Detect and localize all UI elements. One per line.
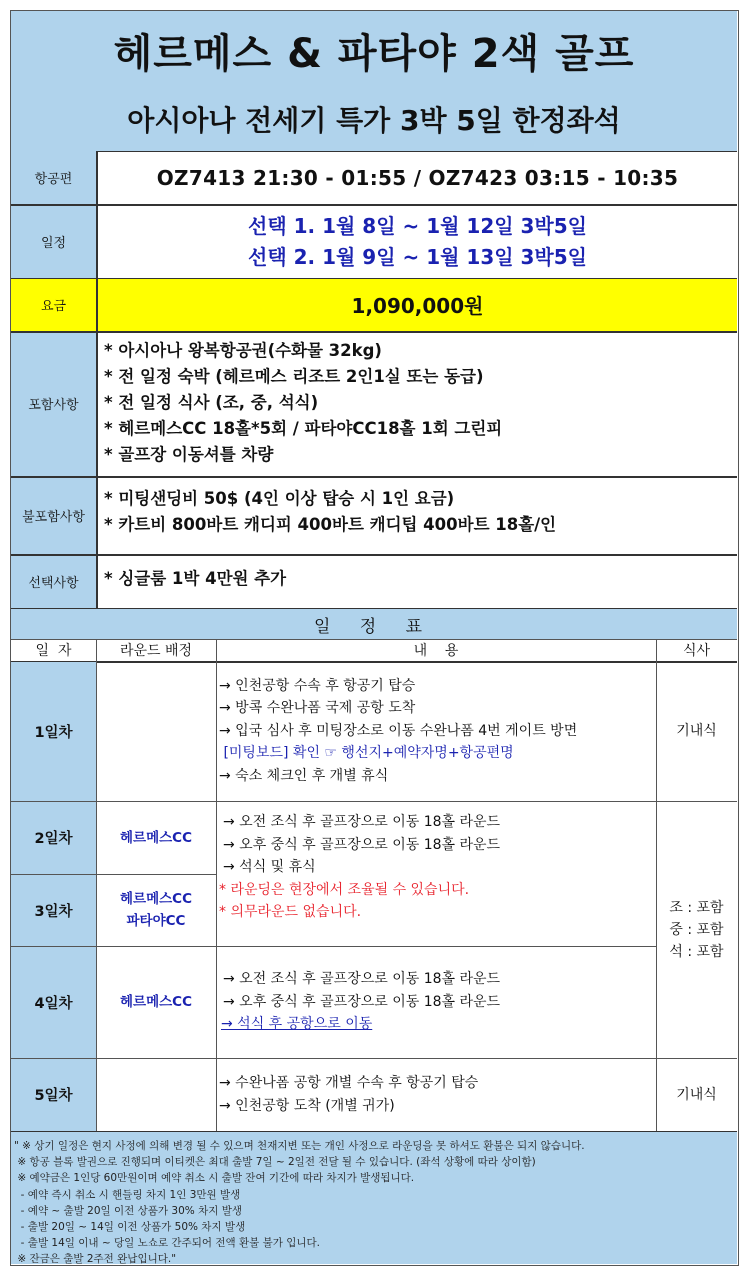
meal-dinner: 석 : 포함 <box>669 943 724 960</box>
terms-notes <box>11 1132 737 1264</box>
round-course: 헤르메스CC <box>120 891 192 907</box>
day-4-round: 헤르메스CC <box>120 994 192 1010</box>
flight-label: 항공편 <box>34 172 73 187</box>
included-item: * 아시아나 왕복항공권(수화물 32kg) <box>104 341 382 360</box>
day-4-label: 4일차 <box>34 995 73 1012</box>
airport-transfer-note: → 석식 후 공항으로 이동 <box>221 1016 373 1033</box>
note-line: - 예약 즉시 취소 시 핸들링 차지 1인 3만원 발생 <box>14 1188 241 1201</box>
content-line: → 인천공항 수속 후 항공기 탑승 <box>219 677 416 694</box>
schedule-option-1: 선택 1. 1월 8일 ~ 1월 12일 3박5일 <box>248 214 587 238</box>
excluded-item: * 미팅샌딩비 50$ (4인 이상 탑승 시 1인 요금) <box>104 489 455 508</box>
price-value: 1,090,000원 <box>351 294 484 318</box>
days-2-4-meal <box>656 801 737 1058</box>
optional-label: 선택사항 <box>28 575 79 591</box>
included-item: * 골프장 이동셔틀 차량 <box>104 445 274 464</box>
day-5-label: 5일차 <box>34 1088 73 1104</box>
flight-value: OZ7413 21:30 - 01:55 / OZ7423 03:15 - 10:35 <box>98 152 737 204</box>
meal-lunch: 중 : 포함 <box>669 921 724 938</box>
excluded-item: * 카트비 800바트 캐디피 400바트 캐디팁 400바트 18홀/인 <box>104 515 557 534</box>
day-1-meal: 기내식 <box>676 723 717 739</box>
note-line: ※ 예약금은 1인당 60만원이며 예약 취소 시 출발 잔여 기간에 따라 차지가 발생됩니다. <box>14 1172 415 1185</box>
schedule-option-2: 선택 2. 1월 9일 ~ 1월 13일 3박5일 <box>248 245 587 269</box>
content-line: → 숙소 체크인 후 개별 휴식 <box>219 767 389 784</box>
itinerary-title: 일 정 표 <box>11 609 737 639</box>
day-1-label: 1일차 <box>34 724 73 741</box>
header-block <box>11 11 737 151</box>
day-2-round: 헤르메스CC <box>120 829 192 846</box>
note-line: ※ 항공 블록 발권으로 진행되며 이티켓은 최대 출발 7일 ~ 2일전 전달 될 수 있습니다. (좌석 상황에 따라 상이함) <box>14 1156 536 1169</box>
included-item: * 전 일정 식사 (조, 중, 석식) <box>104 393 319 412</box>
content-line: → 방콕 수완나폼 국제 공항 도착 <box>219 700 416 717</box>
col-header-meal: 식사 <box>682 643 711 659</box>
content-line: → 오후 중식 후 골프장으로 이동 18홀 라운드 <box>223 836 501 853</box>
content-line: → 수완나폼 공항 개별 수속 후 항공기 탑승 <box>219 1075 479 1091</box>
day-1-content <box>219 661 654 801</box>
round-course: 파타야CC <box>126 913 186 929</box>
note-line: - 출발 20일 ~ 14일 이전 상품가 50% 차지 발생 <box>14 1221 246 1234</box>
day-4-content <box>219 946 654 1058</box>
schedule-label: 일정 <box>40 235 67 251</box>
content-line: → 석식 및 휴식 <box>223 859 316 876</box>
tour-flyer <box>10 10 739 1266</box>
meeting-board-note: [미팅보드] 확인 ☞ 행선지+예약자명+항공편명 <box>219 745 514 762</box>
content-line: → 입국 심사 후 미팅장소로 이동 수완나폼 4번 게이트 방면 <box>219 722 578 739</box>
optional-item: * 싱글룸 1박 4만원 추가 <box>104 569 287 588</box>
meal-breakfast: 조 : 포함 <box>669 899 724 916</box>
day-5-meal: 기내식 <box>676 1086 717 1103</box>
col-header-round: 라운드 배정 <box>119 643 193 659</box>
col-header-day: 일 자 <box>35 643 72 659</box>
included-list <box>98 333 737 473</box>
included-item: * 전 일정 숙박 (헤르메스 리조트 2인1실 또는 동급) <box>104 367 484 386</box>
included-item: * 헤르메스CC 18홀*5회 / 파타야CC18홀 1회 그린피 <box>104 419 503 438</box>
price-label: 요금 <box>40 299 67 314</box>
no-mandatory-round-note: * 의무라운드 없습니다. <box>219 904 362 921</box>
note-line: - 예약 ~ 출발 20일 이전 상품가 30% 차지 발생 <box>14 1204 243 1217</box>
note-line: - 출발 14일 이내 ~ 당일 노쇼로 간주되어 전액 환불 불가 입니다. <box>14 1237 320 1250</box>
day-3-label: 3일차 <box>34 903 73 920</box>
day-5-content <box>219 1058 654 1131</box>
note-line: " ※ 상기 일정은 현지 사정에 의해 변경 될 수 있으며 천재지변 또는 개인 사정으로 라운딩을 못 하셔도 환불은 되지 않습니다. <box>14 1140 585 1152</box>
day-3-round <box>96 874 216 946</box>
col-header-content: 내 용 <box>413 643 459 659</box>
schedule-options <box>98 206 737 278</box>
rounding-adjust-note: * 라운딩은 현장에서 조율될 수 있습니다. <box>219 881 470 898</box>
day-2-label: 2일차 <box>34 831 73 847</box>
excluded-list <box>98 486 737 552</box>
included-label: 포함사항 <box>28 398 79 413</box>
content-line: → 오후 중식 후 골프장으로 이동 18홀 라운드 <box>223 993 501 1010</box>
content-line: → 인천공항 도착 (개별 귀가) <box>219 1097 395 1114</box>
page-subtitle: 아시아나 전세기 특가 3박 5일 한정좌석 <box>127 103 621 137</box>
page-title: 헤르메스 & 파타야 2색 골프 <box>113 30 635 77</box>
content-line: → 오전 조식 후 골프장으로 이동 18홀 라운드 <box>223 971 501 988</box>
excluded-label: 불포함사항 <box>22 509 85 525</box>
optional-list <box>98 566 737 606</box>
day-2-3-content <box>219 801 654 946</box>
content-line: → 오전 조식 후 골프장으로 이동 18홀 라운드 <box>223 814 501 831</box>
note-line: ※ 잔금은 출발 2주전 완납입니다." <box>14 1253 177 1266</box>
